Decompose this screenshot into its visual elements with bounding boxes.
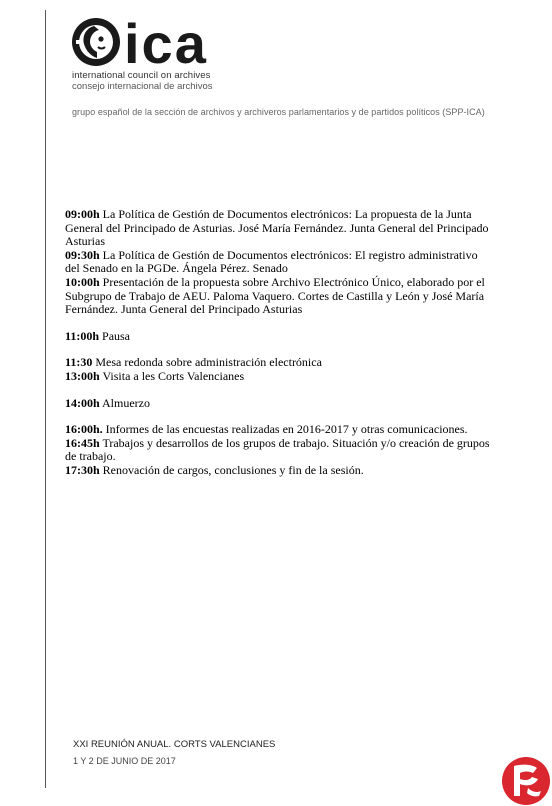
margin-rule: [45, 10, 46, 788]
schedule-item: [65, 370, 490, 384]
schedule-item: [65, 330, 490, 344]
schedule-text: Presentación de la propuesta sobre Archivo Electrónico Único, elaborado por el Subgrupo de Trabajo de AEU. Paloma Vaquero. Cortes de Castilla y León y José María Fernández. Junta General del Principado Asturias: [65, 274, 485, 317]
schedule-time: 14:00h: [65, 395, 100, 410]
org-name-spanish: consejo internacional de archivos: [72, 81, 213, 92]
schedule-text: Pausa: [99, 328, 131, 343]
schedule-time: 13:00h: [65, 368, 100, 383]
schedule-time: 11:00h: [65, 328, 100, 343]
schedule-item: [65, 437, 490, 464]
schedule-time: 17:30h: [65, 462, 100, 477]
schedule-text: Renovación de cargos, conclusiones y fin de la sesión.: [99, 462, 364, 477]
schedule-item: [65, 464, 490, 478]
schedule-item: [65, 208, 490, 249]
schedule-item: [65, 249, 490, 276]
schedule-time: 16:45h: [65, 435, 100, 450]
schedule-item: [65, 397, 490, 411]
footer-event-date: 1 Y 2 DE JUNIO DE 2017: [73, 756, 176, 766]
schedule-time: 10:00h: [65, 274, 100, 289]
schedule-item: [65, 423, 490, 437]
schedule-text: La Política de Gestión de Documentos electrónicos: El registro administrativo del Senado en la PGDe. Ángela Pérez. Senado: [65, 247, 478, 276]
corts-valencianes-logo-icon: [501, 756, 551, 806]
schedule-time: 16:00h.: [65, 422, 103, 437]
schedule-text: Visita a les Corts Valencianes: [99, 368, 245, 383]
schedule-item: [65, 276, 490, 317]
schedule-time: 09:30h: [65, 247, 100, 262]
schedule-text: Almuerzo: [99, 395, 150, 410]
org-name-english: international council on archives: [72, 70, 211, 81]
schedule-time: 11:30: [65, 355, 93, 370]
schedule-text: Trabajos y desarrollos de los grupos de trabajo. Situación y/o creación de grupos de trabajo.: [65, 435, 490, 464]
schedule-item: [65, 356, 490, 370]
footer-event-title: XXI REUNIÓN ANUAL. CORTS VALENCIANES: [73, 739, 276, 750]
schedule-text: Informes de las encuestas realizadas en 2016-2017 y otras comunicaciones.: [102, 422, 468, 437]
ica-emblem-icon: [72, 18, 120, 66]
schedule-time: 09:00h: [65, 207, 100, 221]
ica-logo: [70, 14, 220, 70]
group-description: grupo español de la sección de archivos y archiveros parlamentarios y de partidos políticos (SPP-ICA): [72, 107, 485, 117]
schedule-text: La Política de Gestión de Documentos electrónicos: La propuesta de la Junta General del Principado de Asturias. José María Fernández. Junta General del Principado Asturias: [65, 207, 489, 249]
ica-wordmark: ica: [124, 14, 208, 70]
schedule-text: Mesa redonda sobre administración electrónica: [92, 355, 322, 370]
program-schedule: [65, 208, 490, 478]
